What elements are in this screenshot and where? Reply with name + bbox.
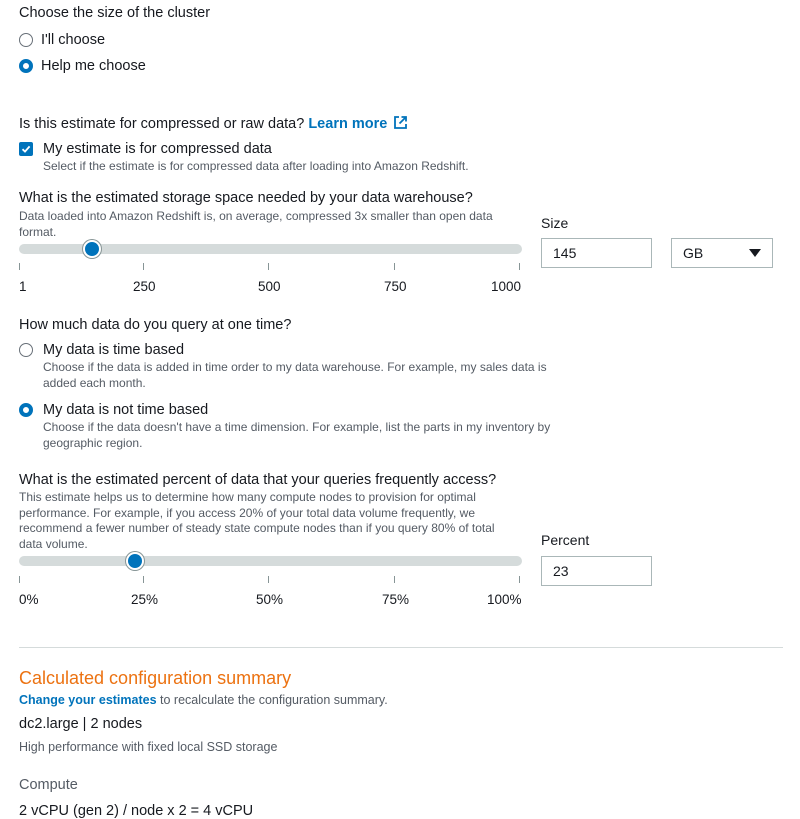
storage-question: What is the estimated storage space needed by your data warehouse? (19, 190, 473, 206)
radio-label: Help me choose (41, 58, 146, 74)
change-estimates-link[interactable]: Change your estimates (19, 693, 157, 707)
size-input[interactable] (541, 238, 652, 268)
tick-mark (394, 263, 395, 270)
slider-thumb[interactable] (126, 552, 144, 570)
summary-title: Calculated configuration summary (19, 668, 292, 688)
tick-mark (268, 576, 269, 583)
tick-mark (143, 263, 144, 270)
storage-description: Data loaded into Amazon Redshift is, on average, compressed 3x smaller than open data format. (19, 209, 493, 239)
compute-label: Compute (19, 777, 78, 793)
tick-label: 1000 (491, 279, 522, 294)
tick-mark (268, 263, 269, 270)
tick-mark (143, 576, 144, 583)
tick-label: 25% (131, 592, 159, 607)
size-label: Size (541, 215, 569, 231)
unit-select-value: GB (683, 245, 704, 261)
tick-label: 75% (382, 592, 410, 607)
percent-description: This estimate helps us to determine how many compute nodes to provision for optimal performance. For example, if you access 20% of your total data volume frequently, we recommend a fewer number of steady state compute nodes than if you query 80% of total data volume. (19, 490, 495, 551)
percent-label: Percent (541, 532, 590, 548)
radio-label: My data is not time based (43, 402, 209, 418)
checkbox-label: My estimate is for compressed data (43, 141, 272, 157)
node-configuration: dc2.large | 2 nodes (19, 716, 143, 732)
storage-slider[interactable] (19, 241, 522, 257)
slider-thumb[interactable] (83, 240, 101, 258)
data-type-question-text: Is this estimate for compressed or raw data? (19, 116, 305, 132)
checkmark-icon[interactable] (19, 142, 33, 156)
cluster-size-heading: Choose the size of the cluster (19, 5, 211, 21)
node-description: High performance with fixed local SSD storage (19, 740, 278, 754)
section-divider (19, 647, 783, 648)
time-based-description: Choose if the data is added in time order to my data warehouse. For example, my sales data is added each month. (43, 360, 547, 390)
caret-down-icon (749, 249, 761, 258)
data-type-question (19, 115, 408, 132)
percent-question: What is the estimated percent of data that your queries frequently access? (19, 472, 497, 488)
tick-label: 0% (19, 592, 39, 607)
learn-more-link[interactable] (308, 116, 387, 132)
percent-slider[interactable] (19, 553, 522, 569)
tick-mark (19, 576, 20, 583)
tick-label: 750 (384, 279, 407, 294)
tick-mark (19, 263, 20, 270)
radio-label: My data is time based (43, 342, 185, 358)
tick-label: 250 (133, 279, 156, 294)
tick-label: 100% (487, 592, 522, 607)
radio-selected-icon[interactable] (19, 403, 33, 417)
learn-more-text: Learn more (308, 116, 388, 132)
slider-track[interactable] (19, 556, 522, 566)
change-suffix: to recalculate the configuration summary. (156, 693, 388, 707)
compute-value: 2 vCPU (gen 2) / node x 2 = 4 vCPU (19, 803, 254, 819)
radio-label: I'll choose (41, 32, 106, 48)
not-time-based-description: Choose if the data doesn't have a time dimension. For example, list the parts in my inventory by geographic region. (43, 420, 551, 450)
external-link-icon[interactable] (393, 115, 408, 130)
radio-time-based[interactable] (19, 342, 184, 358)
tick-label: 1 (19, 279, 27, 294)
unit-select[interactable] (671, 238, 773, 268)
radio-circle-icon[interactable] (19, 33, 33, 47)
summary-change-line (19, 693, 388, 709)
query-question: How much data do you query at one time? (19, 317, 292, 333)
tick-mark (394, 576, 395, 583)
radio-not-time-based[interactable] (19, 402, 208, 418)
radio-circle-icon[interactable] (19, 343, 33, 357)
radio-selected-icon[interactable] (19, 59, 33, 73)
checkbox-description: Select if the estimate is for compressed data after loading into Amazon Redshift. (43, 159, 469, 173)
radio-ill-choose[interactable] (19, 32, 105, 48)
radio-help-me-choose[interactable] (19, 58, 146, 74)
size-input-value: 145 (553, 245, 577, 261)
tick-mark (519, 263, 520, 270)
tick-label: 500 (258, 279, 281, 294)
tick-label: 50% (256, 592, 284, 607)
compressed-data-checkbox[interactable] (19, 141, 272, 157)
percent-input[interactable] (541, 556, 652, 586)
tick-mark (519, 576, 520, 583)
percent-input-value: 23 (553, 563, 569, 579)
